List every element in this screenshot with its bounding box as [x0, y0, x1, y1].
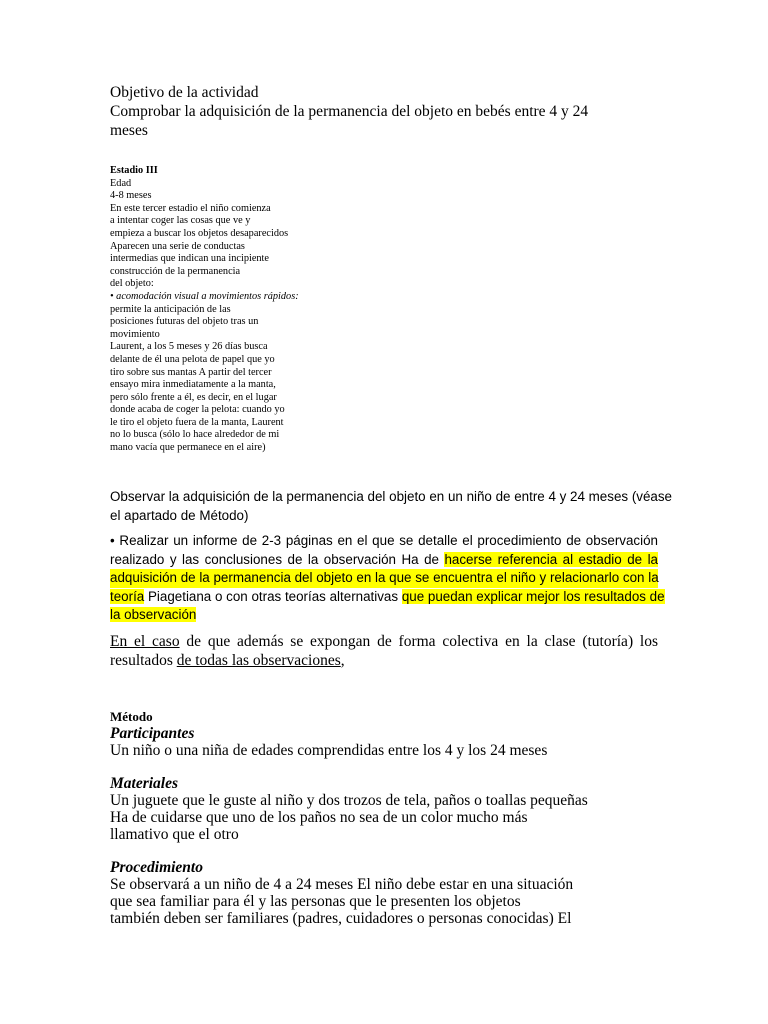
- collective-text: resultados: [110, 652, 177, 669]
- estadio-line: delante de él una pelota de papel que yo: [110, 353, 275, 365]
- estadio-line: 4-8 meses: [110, 190, 152, 202]
- observe-paragraph: [110, 488, 673, 525]
- metodo-title: Método: [110, 709, 153, 724]
- materiales-line: Un juguete que le guste al niño y dos trozos de tela, paños o toallas pequeñas: [110, 792, 588, 809]
- highlighted-text: hacerse referencia al estadio de la: [444, 551, 658, 567]
- collective-text: ,: [340, 652, 345, 669]
- estadio-line: En este tercer estadio el niño comienza: [110, 202, 271, 214]
- estadio-line: permite la anticipación de las: [110, 303, 231, 315]
- objective-line-2: meses: [110, 122, 148, 139]
- procedimiento-heading: Procedimiento: [110, 859, 203, 876]
- materiales-line: llamativo que el otro: [110, 826, 239, 843]
- procedimiento-line: que sea familiar para él y las personas que le presenten los objetos: [110, 893, 521, 910]
- highlighted-text: la observación: [110, 607, 197, 623]
- estadio-line: del objeto:: [110, 278, 154, 290]
- estadio-line: pero sólo frente a él, es decir, en el lugar: [110, 391, 277, 403]
- underlined-text: En el caso: [110, 633, 180, 650]
- estadio-line: construcción de la permanencia: [110, 265, 241, 277]
- report-text: realizado y las conclusiones de la observación Ha de: [110, 551, 445, 567]
- highlighted-text: que puedan explicar mejor los resultados de: [401, 588, 665, 604]
- estadio-line: ensayo mira inmediatamente a la manta,: [110, 379, 276, 391]
- materiales-heading: Materiales: [110, 775, 179, 792]
- estadio-line: no lo busca (sólo lo hace alrededor de mi: [110, 429, 280, 441]
- highlighted-text: teoría: [110, 588, 145, 604]
- materiales-line: Ha de cuidarse que uno de los paños no sea de un color mucho más: [110, 809, 528, 826]
- highlighted-line: adquisición de la permanencia del objeto en la que se encuentra el niño y relacionarlo con la: [110, 569, 658, 588]
- estadio-line: a intentar coger las cosas que ve y: [110, 215, 251, 227]
- report-line-4: [110, 588, 665, 607]
- estadio-line: donde acaba de coger la pelota: cuando yo: [110, 404, 285, 416]
- objective-line-1: Comprobar la adquisición de la permanencia del objeto en bebés entre 4 y 24: [110, 103, 589, 120]
- estadio-block: [110, 165, 299, 455]
- report-line-2: [110, 551, 658, 570]
- metodo-section: [110, 708, 588, 927]
- collective-line-1: [110, 632, 658, 651]
- estadio-line: tiro sobre sus mantas A partir del tercer: [110, 366, 272, 378]
- procedimiento-line: también deben ser familiares (padres, cuidadores o personas conocidas) El: [110, 910, 572, 927]
- estadio-bullet: • acomodación visual a movimientos rápidos:: [110, 290, 299, 302]
- collective-paragraph: [110, 632, 658, 670]
- procedimiento-line: Se observará a un niño de 4 a 24 meses El niño debe estar en una situación: [110, 876, 574, 893]
- estadio-line: mano vacía que permanece en el aire): [110, 442, 266, 454]
- report-text: Piagetiana o con otras teorías alternativas: [144, 588, 402, 604]
- estadio-line: posiciones futuras del objeto tras un: [110, 316, 259, 328]
- estadio-line: le tiro el objeto fuera de la manta, Laurent: [110, 416, 284, 428]
- observe-line-2: el apartado de Método): [110, 507, 249, 523]
- participantes-text: Un niño o una niña de edades comprendidas entre los 4 y los 24 meses: [110, 742, 548, 759]
- participantes-heading: Participantes: [110, 725, 195, 742]
- estadio-line: Laurent, a los 5 meses y 26 días busca: [110, 341, 268, 353]
- estadio-title: Estadio III: [110, 165, 158, 176]
- objective-header: [110, 83, 588, 140]
- collective-text: de que además se expongan de forma colectiva en la clase (tutoría) los: [179, 633, 658, 650]
- estadio-line: movimiento: [110, 328, 160, 340]
- report-line-1: • Realizar un informe de 2-3 páginas en el que se detalle el procedimiento de observación: [110, 533, 658, 548]
- estadio-line: Edad: [110, 177, 132, 189]
- underlined-text: de todas las observaciones: [176, 652, 341, 669]
- estadio-line: intermedias que indican una incipiente: [110, 253, 269, 265]
- estadio-line: empieza a buscar los objetos desaparecidos: [110, 227, 289, 239]
- estadio-line: Aparecen una serie de conductas: [110, 240, 245, 252]
- observe-line-1: Observar la adquisición de la permanencia del objeto en un niño de entre 4 y 24 meses (véase: [110, 489, 673, 504]
- report-paragraph: [110, 532, 665, 625]
- objective-title: Objetivo de la actividad: [110, 84, 259, 101]
- collective-line-2: [110, 651, 658, 670]
